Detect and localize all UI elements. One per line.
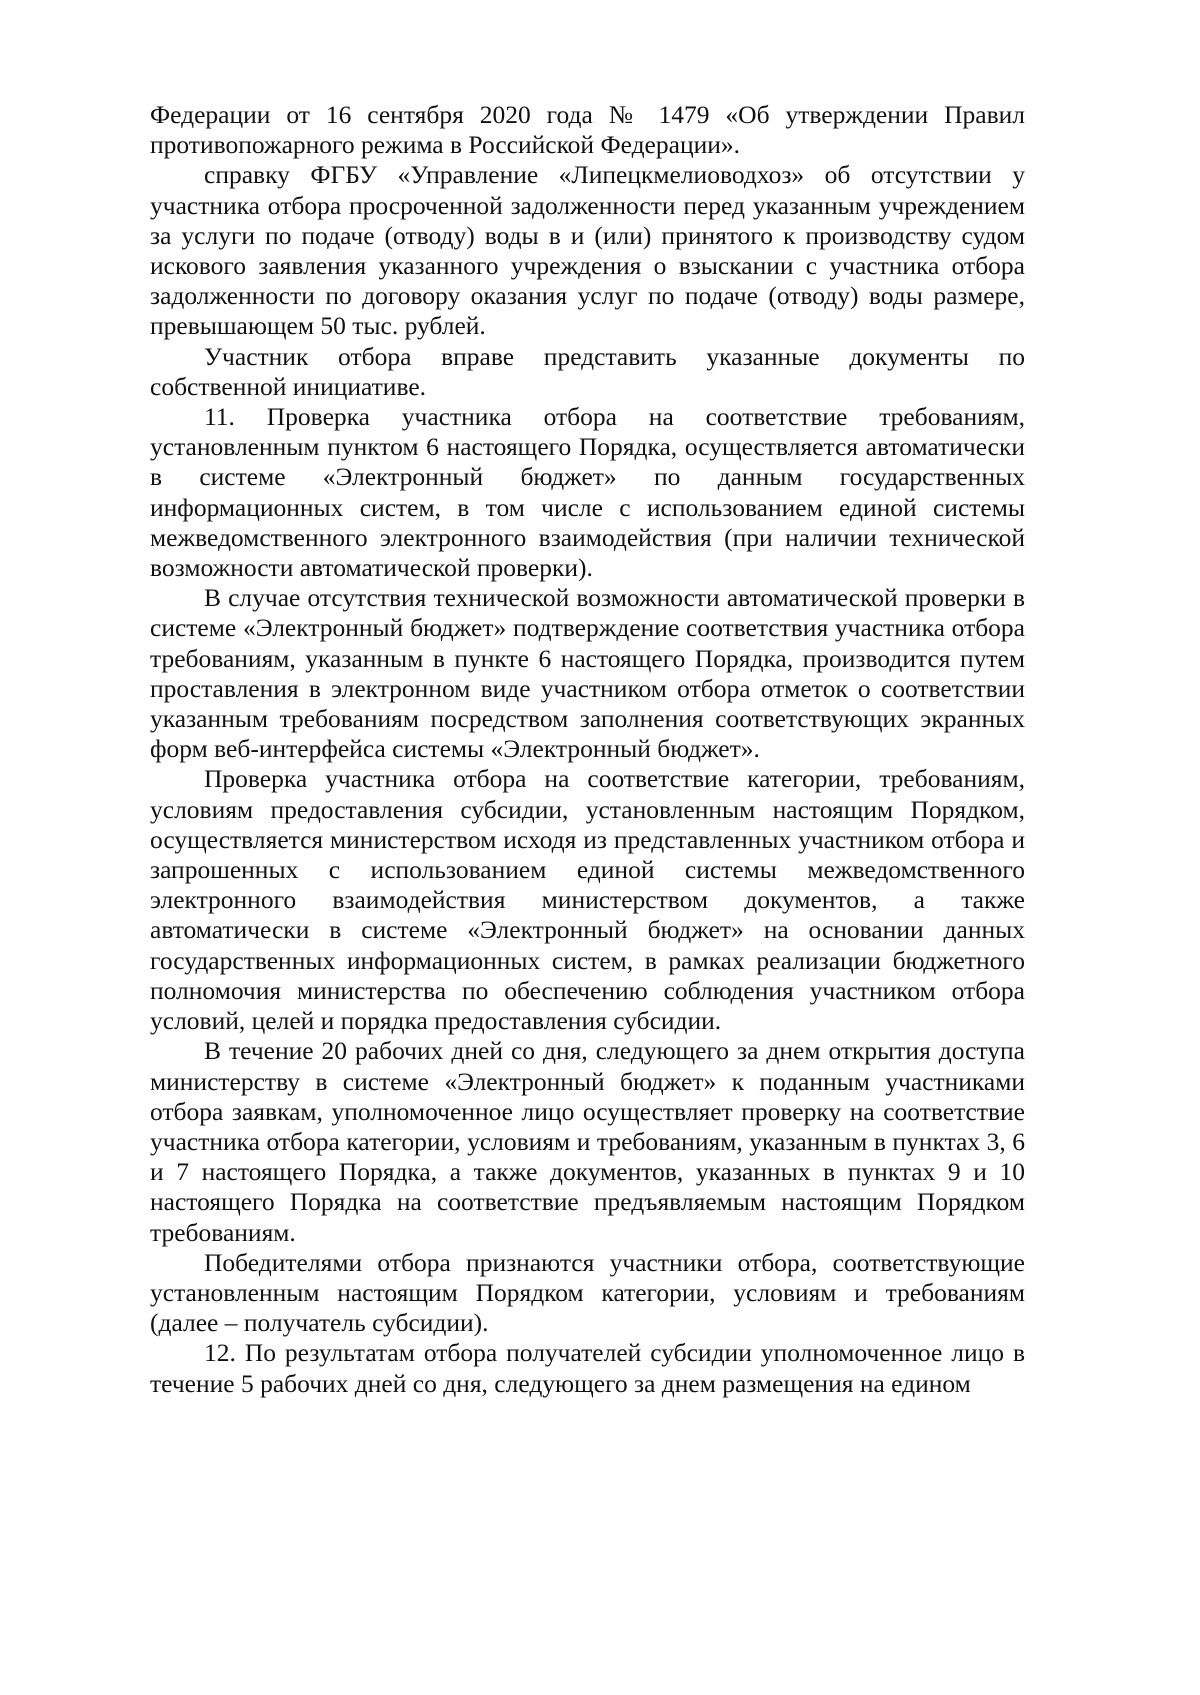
paragraph-20-days: В течение 20 рабочих дней со дня, следующего за днем открытия доступа министерству в системе «Электронный бюджет» к поданным участниками отбора заявкам, уполномоченное лицо осуществляет проверку на соответствие участника отбора категории, условиям и требованиям, указанным в пунктах 3, 6 и 7 настоящего Порядка, а также документов, указанных в пунктах 9 и 10 настоящего Порядка на соответствие предъявляемым настоящим Порядком требованиям.	[150, 1036, 1025, 1247]
document-page	[150, 100, 1025, 1399]
paragraph-continuation: Федерации от 16 сентября 2020 года № 1479 «Об утверждении Правил противопожарного режима в Российской Федерации».	[150, 100, 1025, 160]
paragraph-ministry-check: Проверка участника отбора на соответствие категории, требованиям, условиям предоставления субсидии, установленным настоящим Порядком, осуществляется министерством исходя из представленных участником отбора и запрошенных с использованием единой системы межведомственного электронного взаимодействия министерством документов, а также автоматически в системе «Электронный бюджет» на основании данных государственных информационных систем, в рамках реализации бюджетного полномочия министерства по обеспечению соблюдения участником отбора условий, целей и порядка предоставления субсидии.	[150, 764, 1025, 1036]
paragraph-item-11: 11. Проверка участника отбора на соответствие требованиям, установленным пунктом 6 настоящего Порядка, осуществляется автоматически в системе «Электронный бюджет» по данным государственных информационных систем, в том числе с использованием единой системы межведомственного электронного взаимодействия (при наличии технической возможности автоматической проверки).	[150, 402, 1025, 583]
paragraph-own-initiative: Участник отбора вправе представить указанные документы по собственной инициативе.	[150, 341, 1025, 401]
paragraph-no-technical-possibility: В случае отсутствия технической возможности автоматической проверки в системе «Электронный бюджет» подтверждение соответствия участника отбора требованиям, указанным в пункте 6 настоящего Порядка, производится путем проставления в электронном виде участником отбора отметок о соответствии указанным требованиям посредством заполнения соответствующих экранных форм веб-интерфейса системы «Электронный бюджет».	[150, 583, 1025, 764]
paragraph-item-12: 12. По результатам отбора получателей субсидии уполномоченное лицо в течение 5 рабочих дней со дня, следующего за днем размещения на едином	[150, 1338, 1025, 1398]
paragraph-certificate: справку ФГБУ «Управление «Липецкмелиоводхоз» об отсутствии у участника отбора просроченной задолженности перед указанным учреждением за услуги по подаче (отводу) воды в и (или) принятого к производству судом искового заявления указанного учреждения о взыскании с участника отбора задолженности по договору оказания услуг по подаче (отводу) воды размере, превышающем 50 тыс. рублей.	[150, 160, 1025, 341]
paragraph-winners: Победителями отбора признаются участники отбора, соответствующие установленным настоящим Порядком категории, условиям и требованиям (далее – получатель субсидии).	[150, 1247, 1025, 1338]
